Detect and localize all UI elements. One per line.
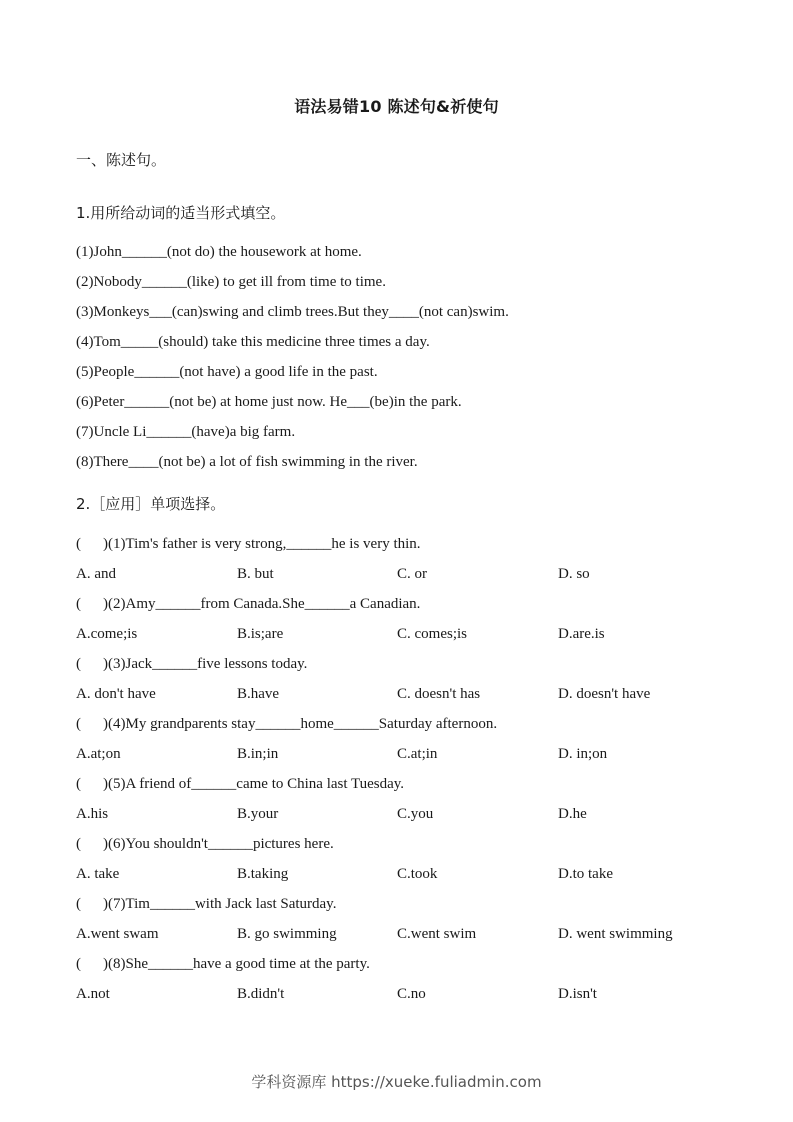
question-text: )(5)A friend of______came to China last Tuesday. [103,776,405,792]
option-c: C. comes;is [397,626,467,642]
question-stem [76,954,497,984]
option-row [76,924,673,954]
option-row [76,864,613,894]
question-text: )(6)You shouldn't______pictures here. [103,836,334,852]
option-a: A.went swam [76,926,159,942]
option-b: B.is;are [237,626,284,642]
option-a: A.come;is [76,626,138,642]
question-stem [76,714,497,744]
option-b: B.in;in [237,746,279,762]
answer-blank: ( [76,716,81,732]
question-text: )(7)Tim______with Jack last Saturday. [103,896,337,912]
option-b: B. but [237,566,274,582]
question-stem [76,774,497,804]
fill-in-item: (6)Peter______(not be) at home just now. He___(be)in the park. [76,394,462,410]
option-row [76,564,590,594]
option-d: D.he [558,806,587,822]
option-a: A.his [76,806,109,822]
question-stem [76,834,497,864]
option-a: A. don't have [76,686,156,702]
option-row [76,624,605,654]
option-b: B. go swimming [237,926,337,942]
option-c: C.took [397,866,438,882]
option-c: C.you [397,806,434,822]
fill-in-item: (1)John______(not do) the housework at home. [76,244,362,260]
section-heading-declarative: 一、陈述句。 [76,151,167,169]
option-d: D. went swimming [558,926,673,942]
option-row [76,984,597,1014]
option-a: A.not [76,986,110,1002]
option-d: D.isn't [558,986,597,1002]
question-stem [76,654,497,684]
fill-in-list [76,242,509,482]
option-b: B.taking [237,866,289,882]
option-c: C.no [397,986,426,1002]
fill-in-item: (8)There____(not be) a lot of fish swimming in the river. [76,454,418,470]
page-title: 语法易错10 陈述句&祈使句 [294,97,499,116]
option-a: A. take [76,866,120,882]
option-d: D. so [558,566,590,582]
answer-blank: ( [76,836,81,852]
answer-blank: ( [76,896,81,912]
question-text: )(8)She______have a good time at the party. [103,956,370,972]
option-d: D.are.is [558,626,605,642]
fill-in-item: (4)Tom_____(should) take this medicine three times a day. [76,334,430,350]
answer-blank: ( [76,776,81,792]
answer-blank: ( [76,596,81,612]
question-stem [76,894,497,924]
question-text: )(2)Amy______from Canada.She______a Canadian. [103,596,421,612]
fill-in-item: (7)Uncle Li______(have)a big farm. [76,424,296,440]
option-a: A.at;on [76,746,121,762]
answer-blank: ( [76,956,81,972]
option-row [76,744,608,774]
fill-in-item: (3)Monkeys___(can)swing and climb trees.But they____(not can)swim. [76,304,509,320]
option-c: C.at;in [397,746,438,762]
option-c: C.went swim [397,926,477,942]
option-row [76,684,651,714]
option-row [76,804,587,834]
option-b: B.didn't [237,986,285,1002]
answer-blank: ( [76,536,81,552]
option-b: B.your [237,806,279,822]
fill-in-item: (5)People______(not have) a good life in the past. [76,364,378,380]
multiple-choice-list [76,534,673,1014]
question-text: )(1)Tim's father is very strong,______he is very thin. [103,536,421,552]
option-c: C. doesn't has [397,686,481,702]
question-text: )(3)Jack______five lessons today. [103,656,308,672]
option-a: A. and [76,566,116,582]
question-stem [76,534,497,564]
option-c: C. or [397,566,427,582]
part1-heading: 1.用所给动词的适当形式填空。 [76,204,286,222]
answer-blank: ( [76,656,81,672]
question-text: )(4)My grandparents stay______home______Saturday afternoon. [103,716,498,732]
question-stem [76,594,497,624]
footer-watermark: 学科资源库 https://xueke.fuliadmin.com [251,1073,542,1091]
option-d: D.to take [558,866,613,882]
option-d: D. doesn't have [558,686,651,702]
part2-heading: 2.［应用］单项选择。 [76,495,226,513]
option-b: B.have [237,686,280,702]
fill-in-item: (2)Nobody______(like) to get ill from time to time. [76,274,386,290]
option-d: D. in;on [558,746,608,762]
